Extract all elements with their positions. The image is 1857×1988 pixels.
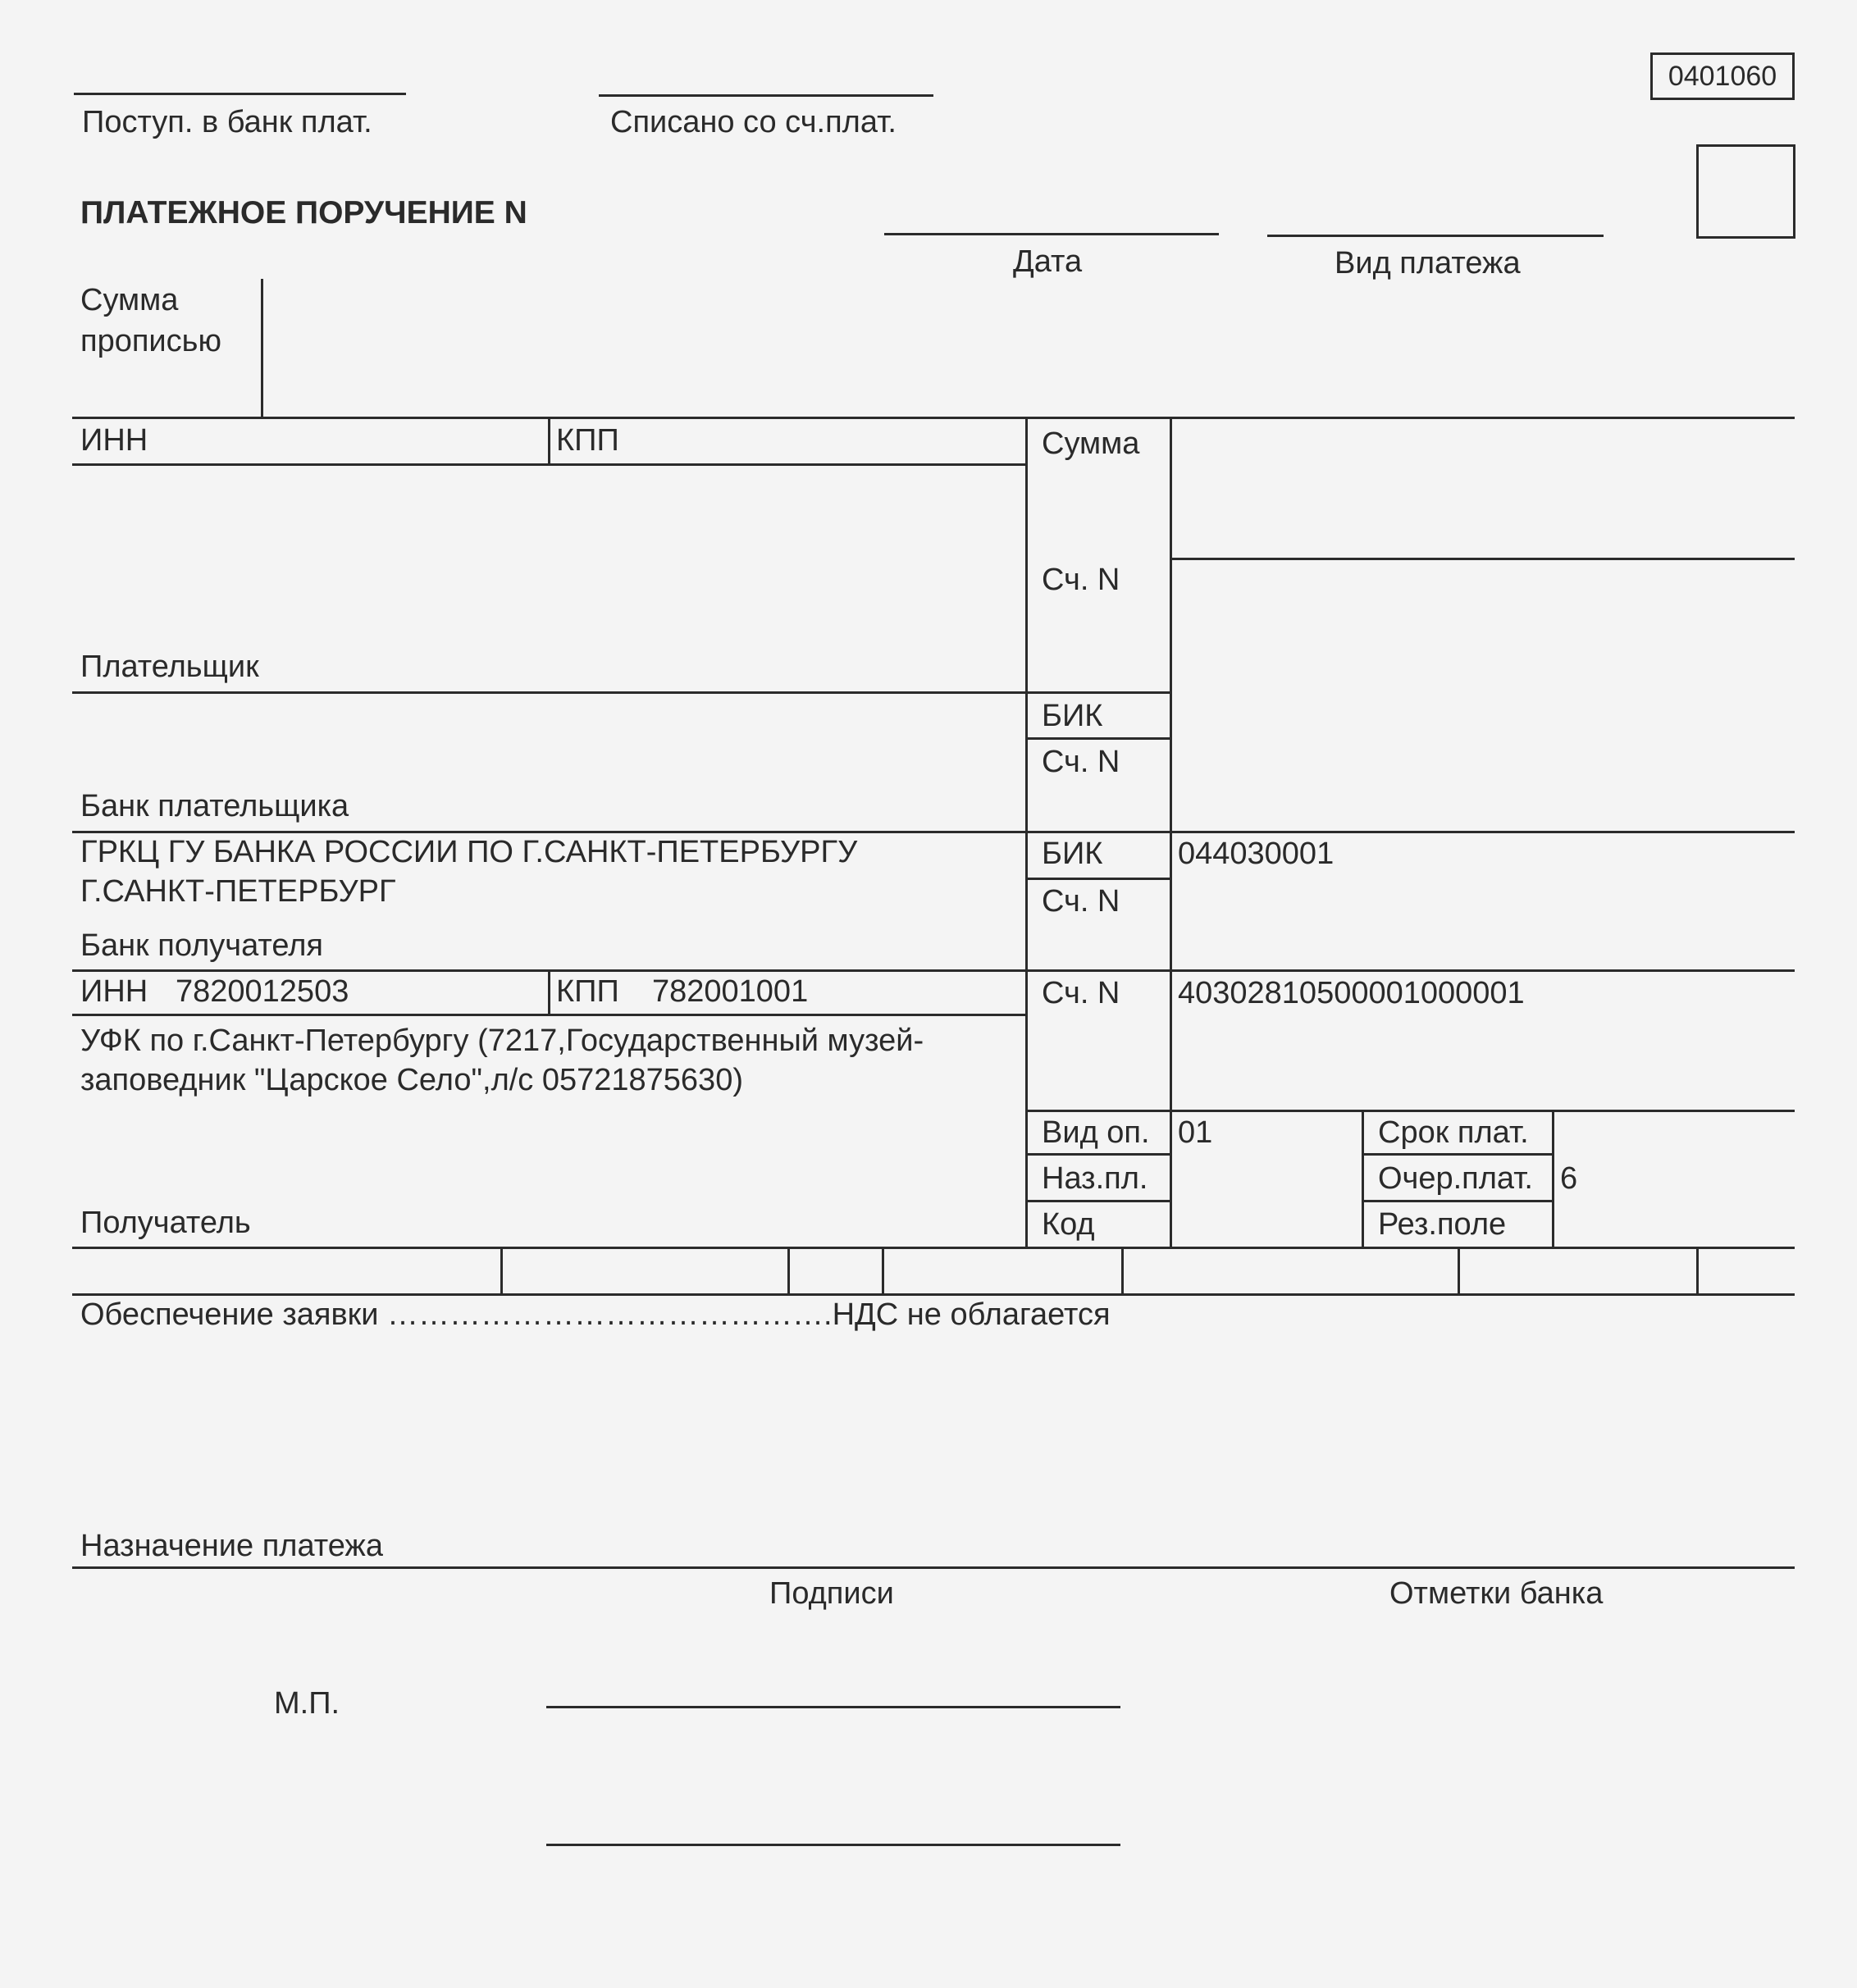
- reserve-field-label: Рез.поле: [1378, 1207, 1507, 1242]
- payment-type-label: Вид платежа: [1335, 246, 1521, 280]
- line-op-row-2b: [1363, 1200, 1554, 1202]
- budget-divider-6: [1696, 1247, 1699, 1293]
- amount-words-label-1: Сумма: [80, 283, 179, 317]
- line-inn-top: [72, 417, 1795, 419]
- amount-words-label-2: прописью: [80, 324, 221, 358]
- payment-type-line: [1267, 235, 1604, 237]
- line-budget-bottom: [72, 1293, 1795, 1296]
- recipient-bank-account-label: Сч. N: [1042, 884, 1120, 919]
- line-recipient-bank-sub: [1027, 878, 1171, 880]
- line-amount-bottom: [1171, 558, 1795, 560]
- amount-words-divider: [261, 279, 263, 417]
- purpose-code-label: Наз.пл.: [1042, 1161, 1148, 1196]
- payer-bank-label: Банк плательщика: [80, 789, 349, 823]
- signature-line-1: [546, 1706, 1120, 1708]
- line-op-row-1a: [1027, 1153, 1171, 1156]
- recipient-account-label: Сч. N: [1042, 976, 1120, 1010]
- recipient-inn-label: ИНН: [80, 974, 148, 1009]
- recipient-account: 40302810500001000001: [1178, 976, 1525, 1010]
- recipient-label: Получатель: [80, 1206, 251, 1240]
- label-column-right: [1170, 417, 1172, 1247]
- line-op-row-2a: [1027, 1200, 1171, 1202]
- payer-account-label: Сч. N: [1042, 563, 1120, 597]
- signatures-label: Подписи: [769, 1576, 894, 1611]
- amount-label: Сумма: [1042, 426, 1140, 461]
- op-type-value: 01: [1178, 1115, 1213, 1150]
- line-purpose-bottom: [72, 1566, 1795, 1569]
- recipient-name-1: УФК по г.Санкт-Петербургу (7217,Государственный музей-: [80, 1024, 924, 1058]
- recipient-kpp: 782001001: [652, 974, 809, 1009]
- line-payer-bank-bottom: [72, 831, 1795, 833]
- form-code-box: [1650, 52, 1795, 100]
- budget-divider-5: [1458, 1247, 1460, 1293]
- line-inn-bottom: [72, 463, 1027, 466]
- priority-label: Очер.плат.: [1378, 1161, 1533, 1196]
- budget-divider-3: [882, 1247, 884, 1293]
- label-column-left: [1025, 417, 1028, 1247]
- recipient-bank-label: Банк получателя: [80, 928, 323, 963]
- debited-from-account-label: Списано со сч.плат.: [610, 105, 897, 139]
- line-budget-top: [72, 1247, 1795, 1249]
- status-box: [1696, 144, 1795, 239]
- date-label: Дата: [1013, 244, 1083, 279]
- due-column-right: [1552, 1110, 1554, 1247]
- recipient-kpp-label: КПП: [556, 974, 619, 1009]
- payer-kpp-label: КПП: [556, 423, 619, 458]
- line-op-row-1b: [1363, 1153, 1554, 1156]
- form-code: 0401060: [1668, 60, 1777, 92]
- stamp-label: М.П.: [274, 1686, 340, 1721]
- debited-date-line: [599, 94, 933, 97]
- budget-divider-1: [500, 1247, 503, 1293]
- recipient-inn: 7820012503: [176, 974, 349, 1009]
- document-title: ПЛАТЕЖНОЕ ПОРУЧЕНИЕ N: [80, 195, 527, 230]
- recipient-bank-name-1: ГРКЦ ГУ БАНКА РОССИИ ПО Г.САНКТ-ПЕТЕРБУРГУ: [80, 835, 858, 869]
- line-recipient-inn-bottom: [72, 1014, 1027, 1016]
- recipient-bank-name-2: Г.САНКТ-ПЕТЕРБУРГ: [80, 874, 396, 909]
- received-date-line: [74, 93, 406, 95]
- budget-divider-2: [787, 1247, 790, 1293]
- recipient-name-2: заповедник "Царское Село",л/с 05721875630): [80, 1063, 743, 1097]
- received-in-bank-label: Поступ. в банк плат.: [82, 105, 372, 139]
- payer-bank-bik-label: БИК: [1042, 699, 1103, 733]
- recipient-inn-kpp-divider: [548, 969, 550, 1014]
- line-bik-sub: [1027, 737, 1171, 740]
- due-date-label: Срок плат.: [1378, 1115, 1529, 1150]
- signature-line-2: [546, 1844, 1120, 1846]
- payer-inn-label: ИНН: [80, 423, 148, 458]
- budget-divider-4: [1121, 1247, 1124, 1293]
- date-line: [884, 233, 1219, 235]
- bank-marks-label: Отметки банка: [1389, 1576, 1604, 1611]
- inn-kpp-divider: [548, 417, 550, 463]
- line-operation-top: [1027, 1110, 1795, 1112]
- line-recipient-bank-bottom: [72, 969, 1795, 972]
- code-label: Код: [1042, 1207, 1095, 1242]
- recipient-bank-bik-label: БИК: [1042, 837, 1103, 871]
- op-type-label: Вид оп.: [1042, 1115, 1150, 1150]
- due-column-left: [1362, 1110, 1364, 1247]
- payment-purpose-text: Обеспечение заявки …………………………………….НДС не облагается: [80, 1297, 1111, 1332]
- line-payer-bottom: [72, 691, 1171, 694]
- payment-purpose-label: Назначение платежа: [80, 1529, 383, 1563]
- priority-value: 6: [1560, 1161, 1578, 1196]
- recipient-bank-bik: 044030001: [1178, 837, 1335, 871]
- payer-bank-account-label: Сч. N: [1042, 745, 1120, 779]
- payer-label: Плательщик: [80, 650, 259, 684]
